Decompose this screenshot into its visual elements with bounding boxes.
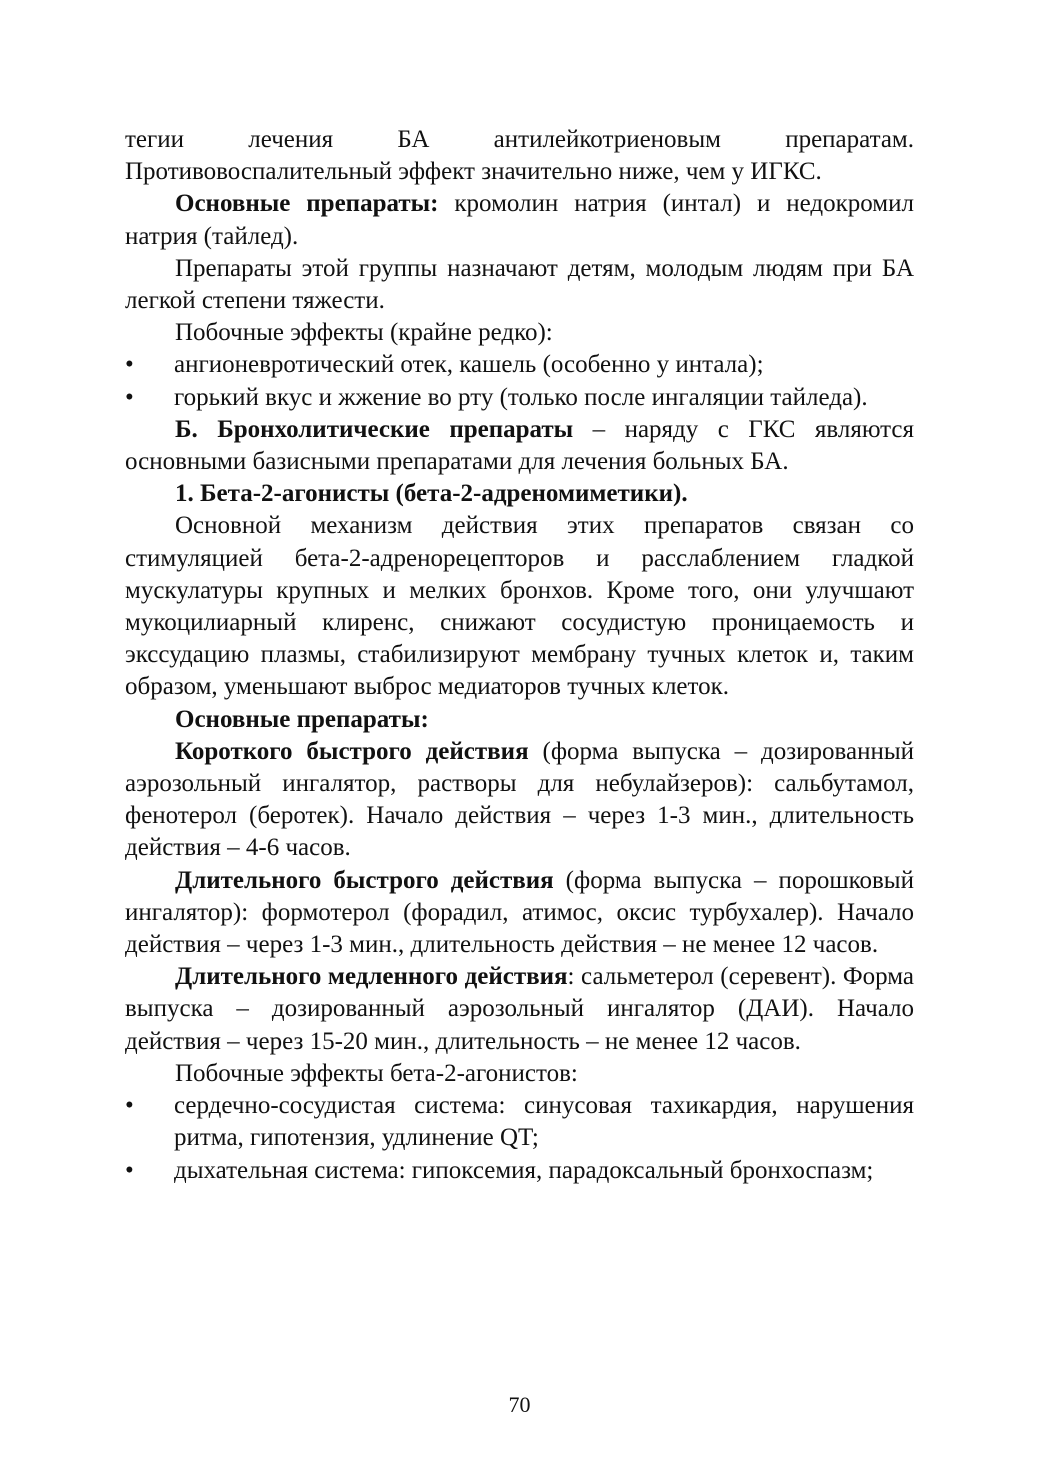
bullet-icon: •: [125, 1156, 134, 1184]
section-heading-beta2-agonists: 1. Бета-2-агонисты (бета-2-адреномиметики).: [175, 480, 688, 508]
list-item-text: ангионевротический отек, кашель (особенно у интала);: [174, 351, 764, 379]
paragraph-side-effects-intro: Побочные эффекты (крайне редко):: [175, 319, 553, 347]
list-item: [125, 1090, 914, 1154]
list-item: [125, 382, 914, 414]
list-item-text: сердечно-сосудистая система: синусовая тахикардия, нарушения ритма, гипотензия, удлинение QT;: [174, 1092, 914, 1152]
bold-lead: Длительного быстрого действия: [175, 866, 554, 894]
bullet-icon: •: [125, 383, 134, 411]
paragraph-continuation: тегии лечения БА антилейкотриеновым препаратам. Противовоспалительный эффект значительно ниже, чем у ИГКС.: [125, 126, 914, 186]
bold-lead: Длительного медленного действия: [175, 963, 568, 991]
paragraph-text: кромолин натрия (интал) и недокромил натрия (тайлед).: [125, 190, 914, 250]
list-item-text: горький вкус и жжение во рту (только после ингаляции тайледа).: [174, 383, 868, 411]
bold-lead: Б. Бронхолитические препараты: [175, 415, 574, 443]
paragraph-text: – наряду с ГКС являются основными базисными препаратами для лечения больных БА.: [125, 415, 914, 476]
paragraph-long-fast-acting: [125, 865, 914, 962]
paragraph-long-slow-acting: [125, 961, 914, 1058]
list-item-text: дыхательная система: гипоксемия, парадоксальный бронхоспазм;: [174, 1156, 874, 1184]
paragraph-bronchodilators: [125, 414, 914, 478]
subheading-main-drugs: Основные препараты:: [175, 705, 429, 733]
page-text: [125, 124, 914, 1187]
paragraph-mechanism: Основной механизм действия этих препаратов связан со стимуляцией бета-2-адренорецепторов и расслаблением гладкой мускулатуры крупных и мелких бронхов. Кроме того, они улучшают мукоцилиарный клиренс, снижают сосудистую проницаемость и экссудацию плазмы, стабилизируют мембрану тучных клеток и, таким образом, уменьшают выброс медиаторов тучных клеток.: [125, 512, 914, 701]
paragraph-indications: Препараты этой группы назначают детям, молодым людям при БА легкой степени тяжести.: [125, 254, 914, 315]
paragraph-main-drugs-cromones: [125, 188, 914, 252]
paragraph-text: (форма выпуска – порошковый ингалятор): формотерол (форадил, атимос, оксис турбухалер). Начало действия – через 1-3 мин., длительность действия – не менее 12 часов.: [125, 866, 914, 959]
bullet-icon: •: [125, 1092, 134, 1120]
page-number: 70: [508, 1392, 531, 1417]
paragraph-beta2-side-effects-intro: Побочные эффекты бета-2-агонистов:: [175, 1059, 578, 1087]
list-item: [125, 1155, 914, 1187]
list-item: [125, 349, 914, 381]
bold-lead: Короткого быстрого действия: [175, 737, 529, 765]
paragraph-short-acting: [125, 736, 914, 865]
paragraph-text: (форма выпуска – дозированный аэрозольный ингалятор, растворы для небулайзеров): сальбутамол, фенотерол (беротек). Начало действия – через 1-3 мин., длительность действия – 4-6 часов.: [125, 737, 914, 862]
bullet-icon: •: [125, 351, 134, 379]
bold-lead: Основные препараты:: [175, 190, 439, 218]
paragraph-text: : сальметерол (серевент). Форма выпуска – дозированный аэрозольный ингалятор (ДАИ). Начало действия – через 15-20 мин., длительность – не менее 12 часов.: [125, 963, 914, 1055]
